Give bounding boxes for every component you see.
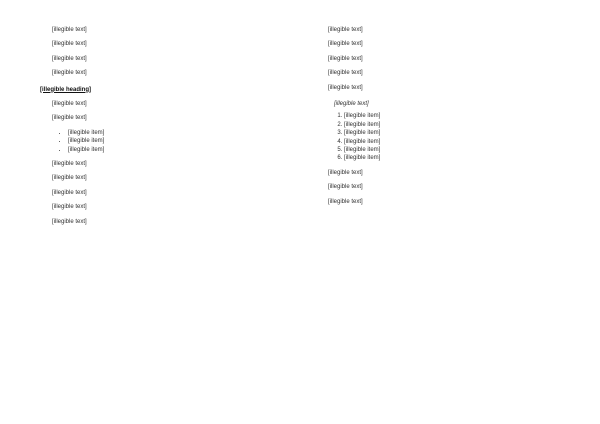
paragraph: [illegible text] bbox=[52, 101, 87, 108]
paragraph: [illegible text] bbox=[52, 55, 87, 62]
bullet-item: • [illegible item] bbox=[68, 146, 290, 154]
paragraph: [illegible text] bbox=[328, 70, 363, 77]
paragraph: [illegible text] bbox=[328, 184, 363, 191]
paragraph: [illegible text] bbox=[52, 175, 87, 182]
paragraph: [illegible text] bbox=[52, 204, 87, 211]
bullet-item: • [illegible item] bbox=[68, 129, 290, 137]
numbered-item: 2. [illegible item] bbox=[344, 121, 566, 129]
left-column bbox=[40, 26, 290, 404]
paragraph: [illegible text] bbox=[52, 27, 87, 33]
numbered-item: 4. [illegible item] bbox=[344, 138, 566, 146]
paragraph: [illegible text] bbox=[328, 41, 363, 48]
numbered-item: 3. [illegible item] bbox=[344, 129, 566, 137]
paragraph: [illegible text] bbox=[328, 84, 363, 91]
numbered-item: 1. [illegible item] bbox=[344, 112, 566, 120]
numbered-item: 6. [illegible item] bbox=[344, 154, 566, 162]
paragraph: [illegible text] bbox=[52, 41, 87, 48]
bullet-item: • [illegible item] bbox=[68, 137, 290, 145]
paragraph: [illegible text] bbox=[52, 189, 87, 196]
paragraph: [illegible text] bbox=[52, 218, 87, 225]
list-intro: [illegible text] bbox=[52, 115, 87, 122]
bullet-list bbox=[40, 129, 290, 154]
paragraph: [illegible text] bbox=[328, 27, 363, 33]
paragraph: [illegible text] bbox=[328, 55, 363, 62]
paragraph: [illegible text] bbox=[328, 169, 363, 176]
right-column bbox=[316, 26, 566, 404]
numbered-item: 5. [illegible item] bbox=[344, 146, 566, 154]
paragraph: [illegible text] bbox=[52, 70, 87, 77]
section-heading: [illegible heading] bbox=[40, 86, 92, 93]
numbered-list bbox=[316, 112, 566, 162]
list-intro: [illegible text] bbox=[334, 101, 369, 108]
paragraph: [illegible text] bbox=[52, 161, 87, 168]
paragraph: [illegible text] bbox=[328, 198, 363, 205]
